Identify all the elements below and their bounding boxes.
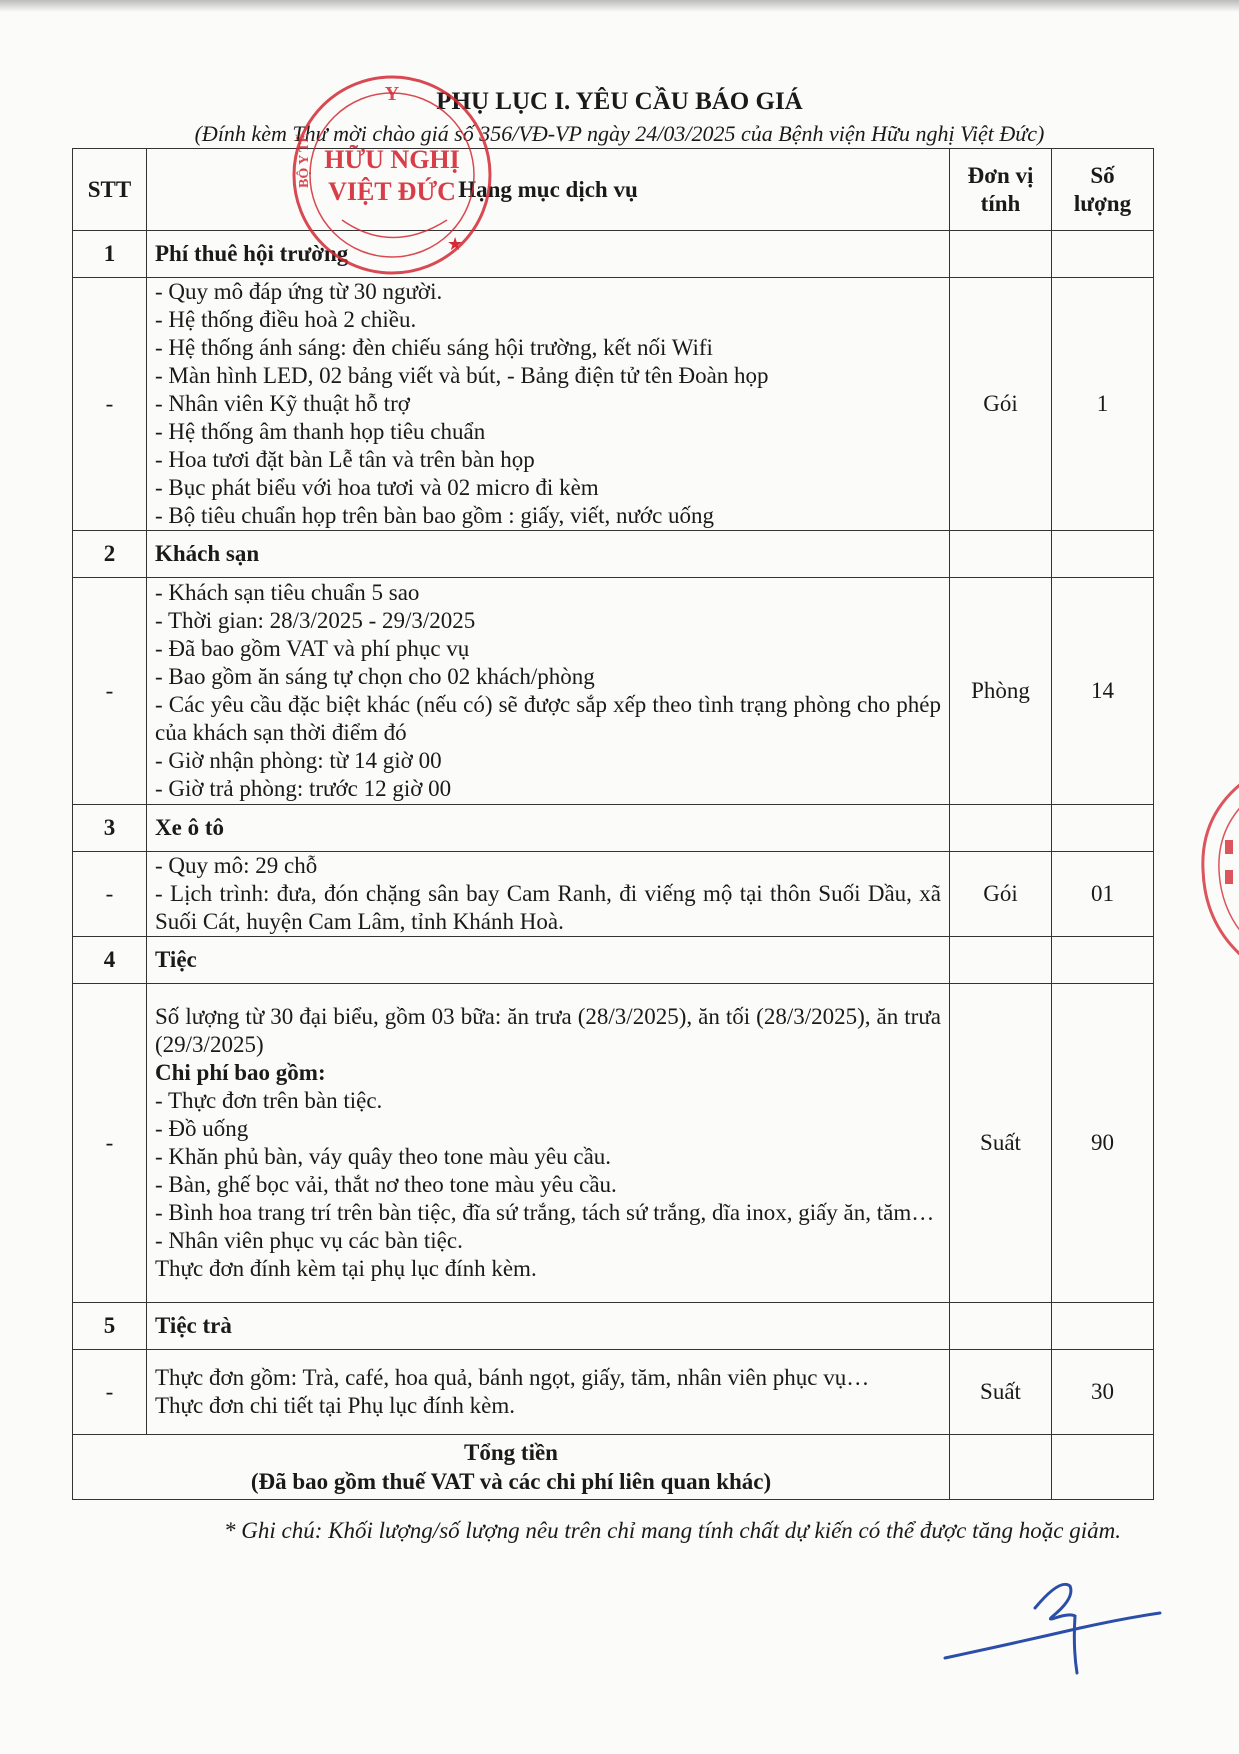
desc-line: - Màn hình LED, 02 bảng viết và bút, - Bảng điện tử tên Đoàn họp	[155, 363, 769, 388]
desc-line: - Lịch trình: đưa, đón chặng sân bay Cam Ranh, đi viếng mộ tại thôn Suối Dầu, xã Suối Cát, huyện Cam Lâm, tỉnh Khánh Hoà.	[155, 881, 941, 934]
total-note: (Đã bao gồm thuế VAT và các chi phí liên quan khác)	[250, 1469, 772, 1494]
header-qty: Số lượng	[1052, 149, 1154, 231]
section-row	[73, 231, 1154, 278]
desc-line: - Nhân viên Kỹ thuật hỗ trợ	[155, 391, 410, 416]
item-qty: 90	[1052, 984, 1154, 1303]
section-name: Tiệc	[147, 937, 950, 984]
header-unit: Đơn vị tính	[950, 149, 1052, 231]
footnote: * Ghi chú: Khối lượng/số lượng nêu trên chỉ mang tính chất dự kiến có thể được tăng hoặc giảm.	[224, 1518, 1121, 1543]
desc-line: - Giờ nhận phòng: từ 14 giờ 00	[155, 748, 442, 773]
header-stt: STT	[73, 149, 147, 231]
quote-request-table	[72, 148, 1154, 1500]
section-number: 5	[73, 1303, 147, 1350]
item-qty: 01	[1052, 852, 1154, 937]
desc-line: - Khăn phủ bàn, váy quây theo tone màu yêu cầu.	[155, 1144, 612, 1169]
desc-line: - Quy mô: 29 chỗ	[155, 853, 318, 878]
item-unit: Gói	[950, 278, 1052, 531]
item-row	[73, 278, 1154, 531]
item-unit: Suất	[950, 1350, 1052, 1435]
item-qty: 30	[1052, 1350, 1154, 1435]
section-number: 4	[73, 937, 147, 984]
header-item: Hạng mục dịch vụ	[147, 149, 950, 231]
desc-line: - Hệ thống điều hoà 2 chiều.	[155, 307, 417, 332]
desc-line: - Giờ trả phòng: trước 12 giờ 00	[155, 776, 452, 801]
total-label: Tổng tiền	[464, 1440, 558, 1465]
item-row	[73, 1350, 1154, 1435]
item-number: -	[73, 852, 147, 937]
desc-line: Thực đơn gồm: Trà, café, hoa quả, bánh ngọt, giấy, tăm, nhân viên phục vụ…	[155, 1365, 870, 1390]
desc-line: - Bình hoa trang trí trên bàn tiệc, đĩa sứ trắng, tách sứ trắng, dĩa inox, giấy ăn, tăm…	[155, 1200, 935, 1225]
section-name: Khách sạn	[147, 531, 950, 578]
stamp-line-1: HỮU NGHỊ	[324, 145, 460, 174]
section-name: Phí thuê hội trường	[147, 231, 950, 278]
section-name: Tiệc trà	[147, 1303, 950, 1350]
item-row	[73, 984, 1154, 1303]
item-row	[73, 578, 1154, 805]
desc-line: - Thực đơn trên bàn tiệc.	[155, 1088, 383, 1113]
item-number: -	[73, 1350, 147, 1435]
edge-seal-icon	[1195, 770, 1239, 970]
signature-icon	[935, 1568, 1165, 1678]
desc-line: - Bàn, ghế bọc vải, thắt nơ theo tone màu yêu cầu.	[155, 1172, 617, 1197]
section-number: 2	[73, 531, 147, 578]
stamp-star-icon: ★	[447, 234, 464, 254]
section-row	[73, 531, 1154, 578]
desc-line-bold: Chi phí bao gồm:	[155, 1060, 326, 1085]
total-row	[73, 1435, 1154, 1500]
item-unit: Phòng	[950, 578, 1052, 805]
desc-line: Thực đơn chi tiết tại Phụ lục đính kèm.	[155, 1393, 515, 1418]
desc-line: - Hệ thống âm thanh họp tiêu chuẩn	[155, 419, 486, 444]
desc-line: - Hoa tươi đặt bàn Lễ tân và trên bàn họp	[155, 447, 535, 472]
item-number: -	[73, 578, 147, 805]
desc-line: - Bục phát biểu với hoa tươi và 02 micro đi kèm	[155, 475, 599, 500]
item-unit: Gói	[950, 852, 1052, 937]
desc-line: - Bộ tiêu chuẩn họp trên bàn bao gồm : giấy, viết, nước uống	[155, 503, 715, 528]
section-number: 3	[73, 805, 147, 852]
desc-line: - Khách sạn tiêu chuẩn 5 sao	[155, 580, 420, 605]
item-description	[147, 984, 950, 1303]
desc-line: - Nhân viên phục vụ các bàn tiệc.	[155, 1228, 463, 1253]
item-number: -	[73, 278, 147, 531]
section-row	[73, 1303, 1154, 1350]
desc-line: - Bao gồm ăn sáng tự chọn cho 02 khách/phòng	[155, 664, 595, 689]
section-name: Xe ô tô	[147, 805, 950, 852]
item-qty: 1	[1052, 278, 1154, 531]
item-qty: 14	[1052, 578, 1154, 805]
item-number: -	[73, 984, 147, 1303]
desc-line: - Đã bao gồm VAT và phí phục vụ	[155, 636, 470, 661]
total-unit-cell	[950, 1435, 1052, 1500]
total-cell	[73, 1435, 950, 1500]
section-number: 1	[73, 231, 147, 278]
total-qty-cell	[1052, 1435, 1154, 1500]
desc-line: - Quy mô đáp ứng từ 30 người.	[155, 279, 443, 304]
desc-line: - Thời gian: 28/3/2025 - 29/3/2025	[155, 608, 476, 633]
table-header-row	[73, 149, 1154, 231]
item-description	[147, 278, 950, 531]
desc-line: - Các yêu cầu đặc biệt khác (nếu có) sẽ được sắp xếp theo tình trạng phòng cho phép của khách sạn thời điểm đó	[155, 692, 941, 745]
section-row	[73, 805, 1154, 852]
document-subtitle: (Đính kèm Thư mời chào giá số 356/VĐ-VP ngày 24/03/2025 của Bệnh viện Hữu nghị Việt Đức)	[194, 121, 1045, 146]
stamp-line-2: VIỆT ĐỨC	[328, 177, 456, 206]
item-unit: Suất	[950, 984, 1052, 1303]
item-row	[73, 852, 1154, 937]
official-stamp-icon	[282, 70, 502, 280]
item-description	[147, 1350, 950, 1435]
desc-line: - Đồ uống	[155, 1116, 249, 1141]
stamp-ring-text: BỘ Y TẾ	[297, 133, 312, 188]
item-description	[147, 578, 950, 805]
desc-line: Thực đơn đính kèm tại phụ lục đính kèm.	[155, 1256, 537, 1281]
item-description	[147, 852, 950, 937]
desc-line: - Hệ thống ánh sáng: đèn chiếu sáng hội trường, kết nối Wifi	[155, 335, 713, 360]
stamp-top-letter: Y	[384, 83, 400, 105]
desc-line: Số lượng từ 30 đại biểu, gồm 03 bữa: ăn trưa (28/3/2025), ăn tối (28/3/2025), ăn trưa (29/3/2025)	[155, 1004, 941, 1057]
section-row	[73, 937, 1154, 984]
scan-edge	[0, 0, 1239, 12]
document-title: PHỤ LỤC I. YÊU CẦU BÁO GIÁ	[436, 88, 803, 115]
